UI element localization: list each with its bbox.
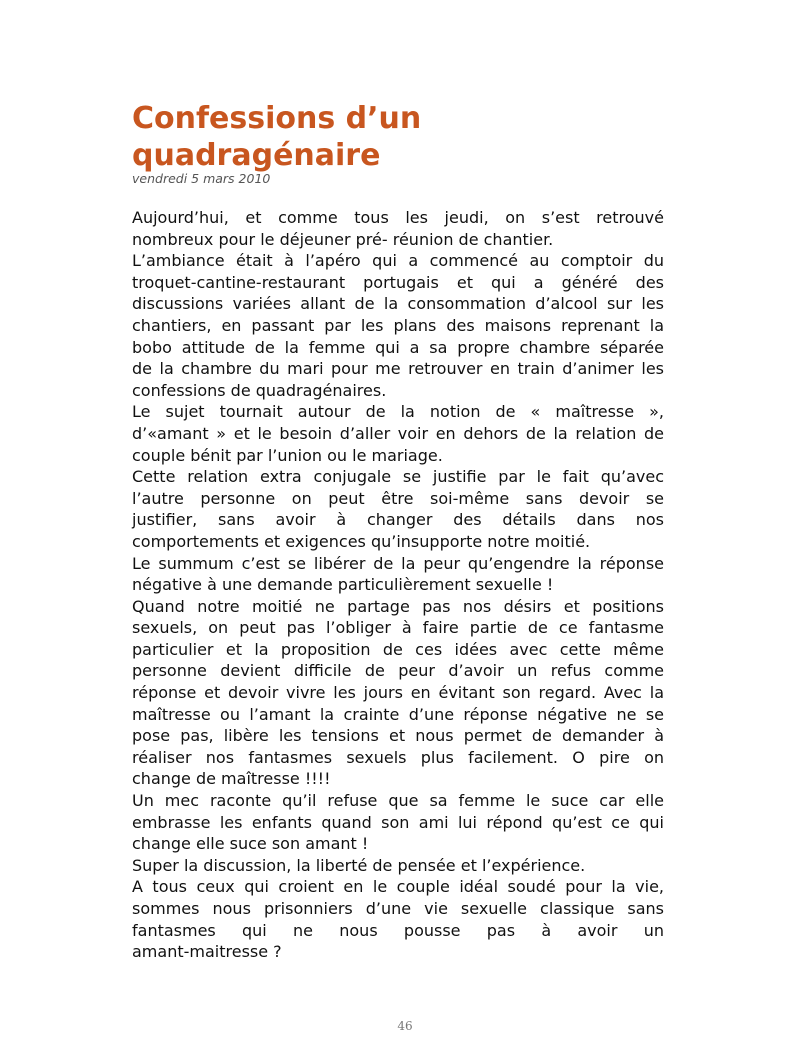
text-line: confessions de quadragénaires.: [132, 380, 387, 400]
text-line: particulier et la proposition de ces idées avec cette même: [132, 639, 664, 659]
paragraph: [132, 596, 664, 790]
text-line: Super la discussion, la liberté de pensée et l’expérience.: [132, 855, 586, 875]
text-line: sommes nous prisonniers d’une vie sexuelle classique sans: [132, 899, 664, 918]
text-line: pose pas, libère les tensions et nous permet de demander à: [132, 726, 664, 746]
paragraph: [132, 790, 664, 855]
text-line: amant-maitresse ?: [132, 942, 282, 962]
text-line: Quand notre moitié ne partage pas nos désirs et positions: [132, 596, 664, 616]
text-line: maîtresse ou l’amant la crainte d’une réponse négative ne se: [132, 704, 664, 724]
text-line: A tous ceux qui croient en le couple idéal soudé pour la vie,: [132, 877, 664, 897]
text-line: Aujourd’hui, et comme tous les jeudi, on s’est retrouvé: [132, 208, 664, 227]
text-line: nombreux pour le déjeuner pré- réunion de chantier.: [132, 229, 554, 249]
paragraph: [132, 250, 664, 401]
text-line: personne devient difficile de peur d’avoir un refus comme: [132, 661, 664, 681]
text-line: discussions variées allant de la consommation d’alcool sur les: [132, 294, 664, 314]
text-line: Un mec raconte qu’il refuse que sa femme le suce car elle: [132, 791, 664, 811]
text-line: L’ambiance était à l’apéro qui a commencé au comptoir du: [132, 251, 664, 271]
text-line: justifier, sans avoir à changer des détails dans nos: [132, 510, 664, 530]
paragraph: [132, 855, 664, 877]
text-line: fantasmes qui ne nous pousse pas à avoir un: [132, 920, 664, 940]
article-date: vendredi 5 mars 2010: [132, 171, 271, 186]
text-line: chantiers, en passant par les plans des maisons reprenant la: [132, 315, 664, 335]
text-line: Cette relation extra conjugale se justifie par le fait qu’avec: [132, 467, 664, 487]
text-line: embrasse les enfants quand son ami lui répond qu’est ce qui: [132, 812, 664, 832]
title-line: quadragénaire: [132, 138, 381, 173]
paragraph: [132, 207, 664, 250]
text-line: de la chambre du mari pour me retrouver en train d’animer les: [132, 359, 664, 379]
article-title: [132, 100, 672, 174]
text-line: couple bénit par l’union ou le mariage.: [132, 445, 443, 465]
article-body: [132, 207, 664, 963]
text-line: comportements et exigences qu’insupporte notre moitié.: [132, 531, 591, 551]
page-number: 46: [397, 1019, 413, 1033]
paragraph: [132, 876, 664, 962]
text-line: sexuels, on peut pas l’obliger à faire partie de ce fantasme: [132, 618, 664, 638]
paragraph: [132, 401, 664, 466]
text-line: Le summum c’est se libérer de la peur qu’engendre la réponse: [132, 553, 664, 573]
text-line: réaliser nos fantasmes sexuels plus facilement. O pire on: [132, 747, 664, 767]
text-line: Le sujet tournait autour de la notion de « maîtresse »,: [132, 402, 664, 422]
text-line: change de maîtresse !!!!: [132, 769, 331, 789]
text-line: négative à une demande particulièrement sexuelle !: [132, 575, 554, 595]
paragraph: [132, 553, 664, 596]
text-line: d’«amant » et le besoin d’aller voir en dehors de la relation de: [132, 423, 664, 443]
text-line: change elle suce son amant !: [132, 834, 369, 854]
text-line: l’autre personne on peut être soi-même sans devoir se: [132, 488, 664, 508]
text-line: bobo attitude de la femme qui a sa propre chambre séparée: [132, 337, 664, 357]
text-line: troquet-cantine-restaurant portugais et qui a généré des: [132, 272, 664, 292]
paragraph: [132, 466, 664, 552]
title-line: Confessions d’un: [132, 101, 422, 136]
text-line: réponse et devoir vivre les jours en évitant son regard. Avec la: [132, 683, 664, 703]
